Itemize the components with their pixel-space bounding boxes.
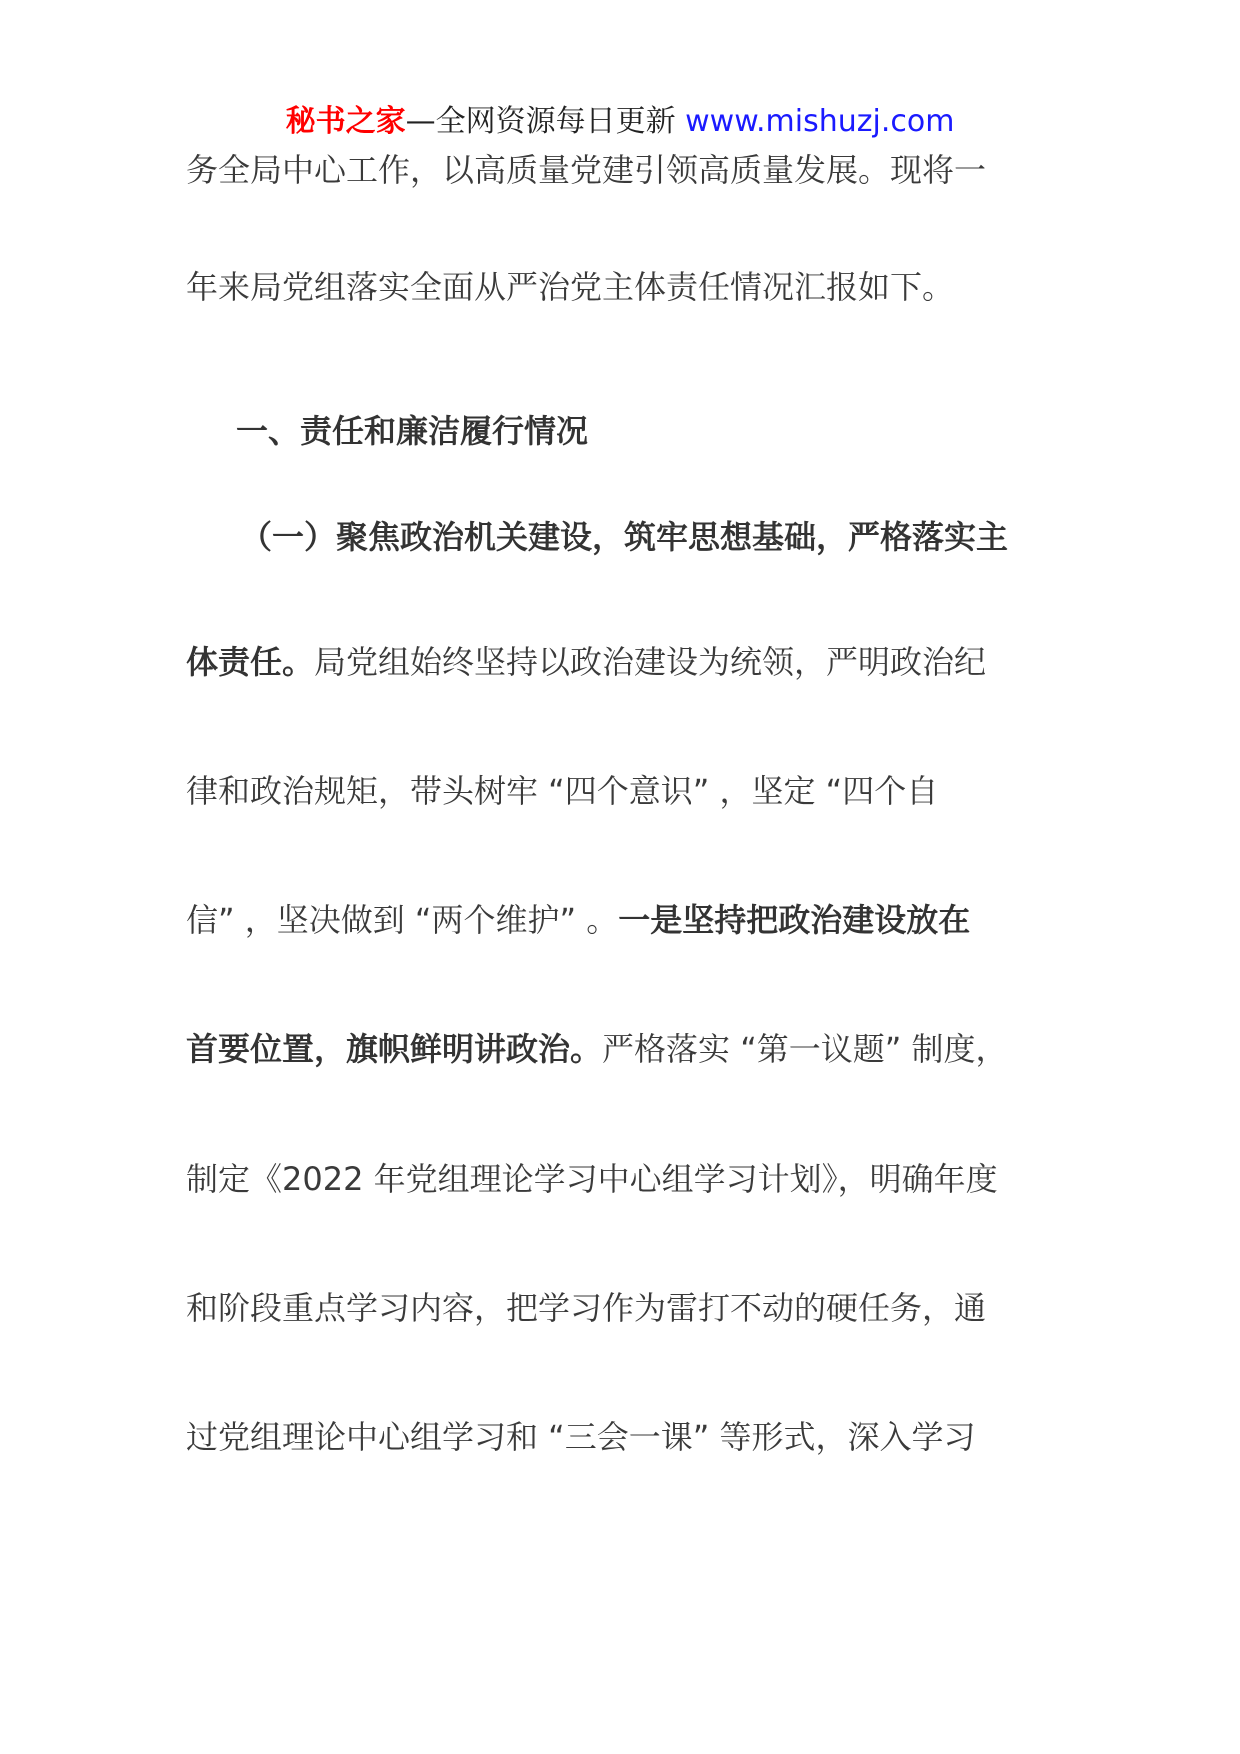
brand-name: 秘书之家 — [285, 104, 406, 139]
page-header — [0, 100, 1240, 144]
paragraph-line: 年来局党组落实全面从严治党主体责任情况汇报如下。 — [186, 268, 955, 306]
section-heading: 一、责任和廉洁履行情况 — [236, 412, 589, 450]
paragraph-line: 和阶段重点学习内容，把学习作为雷打不动的硬任务，通 — [186, 1289, 987, 1327]
header-slogan: —全网资源每日更新 — [405, 104, 676, 139]
text-run: 信” ，坚决做到 “两个维护” 。 — [186, 901, 619, 939]
text-run: 严格落实 “第一议题” 制度， — [602, 1030, 1008, 1068]
bold-phrase: 首要位置，旗帜鲜明讲政治。 — [186, 1030, 603, 1068]
paragraph-line — [186, 895, 970, 945]
text-run: 局党组始终坚持以政治建设为统领，严明政治纪 — [314, 643, 987, 681]
paragraph-line — [186, 1024, 1008, 1074]
paragraph-line: 务全局中心工作，以高质量党建引领高质量发展。现将一 — [186, 151, 987, 189]
paragraph-line: 制定《2022 年党组理论学习中心组学习计划》，明确年度 — [186, 1160, 998, 1198]
paragraph-line: 过党组理论中心组学习和 “三会一课” 等形式，深入学习 — [186, 1418, 976, 1456]
bold-phrase: 一是坚持把政治建设放在 — [618, 901, 971, 939]
paragraph-line — [186, 637, 986, 687]
paragraph-line: 律和政治规矩，带头树牢 “四个意识” ，坚定 “四个自 — [186, 772, 939, 810]
bold-phrase: 体责任。 — [186, 643, 315, 681]
website-url[interactable]: www.mishuzj.com — [685, 104, 955, 139]
subsection-heading: （一）聚焦政治机关建设，筑牢思想基础，严格落实主 — [240, 518, 1009, 556]
